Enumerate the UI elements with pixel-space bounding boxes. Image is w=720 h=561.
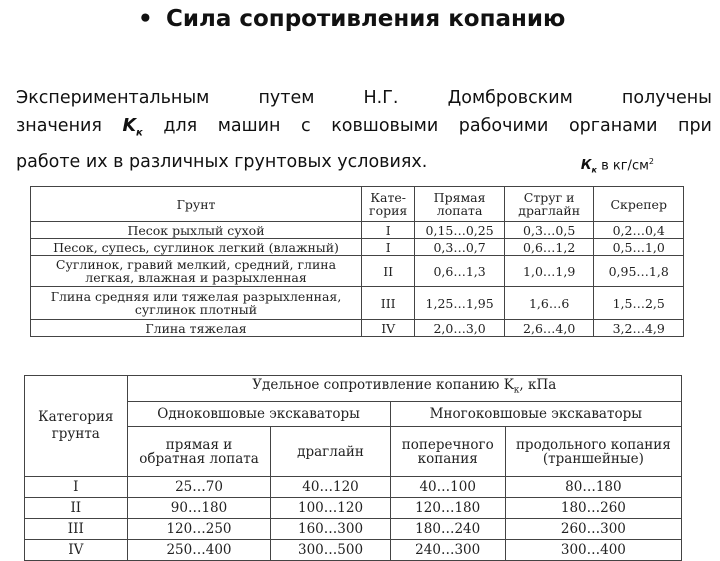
value-cell: 120…250 xyxy=(127,519,271,540)
category-cell: I xyxy=(25,477,128,498)
paragraph-word: органами xyxy=(568,116,658,136)
paragraph-word: получены xyxy=(621,88,712,108)
value-cell: 25…70 xyxy=(127,477,271,498)
table2-subheader-cell: прямая и обратная лопата xyxy=(127,427,271,477)
table2-group-multi-bucket: Многоковшовые экскаваторы xyxy=(390,401,681,427)
value-cell: 80…180 xyxy=(505,477,681,498)
table1-body xyxy=(31,222,684,337)
value-cell: 1,0…1,9 xyxy=(504,256,594,287)
paragraph-word: ковшовыми xyxy=(331,116,439,136)
category-cell: III xyxy=(25,519,128,540)
value-cell: I xyxy=(362,222,415,239)
table-row xyxy=(31,256,684,287)
paragraph-word: рабочими xyxy=(458,116,549,136)
table2-subheader-cell: продольного копания (траншейные) xyxy=(505,427,681,477)
value-cell: 180…260 xyxy=(505,498,681,519)
value-cell: II xyxy=(362,256,415,287)
paragraph-word: машин xyxy=(217,116,281,136)
category-cell: IV xyxy=(25,540,128,561)
value-cell: 260…300 xyxy=(505,519,681,540)
value-cell: 2,6…4,0 xyxy=(504,320,594,337)
table-row xyxy=(31,222,684,239)
k-subscript: к xyxy=(136,127,143,139)
soil-type-cell: Глина тяжелая xyxy=(31,320,362,337)
value-cell: 300…500 xyxy=(271,540,390,561)
paragraph-line-3-text: работе их в различных грунтовых условиях. xyxy=(16,151,428,172)
value-cell: 2,0…3,0 xyxy=(415,320,505,337)
k-coefficient-symbol xyxy=(122,112,142,148)
value-cell: 0,3…0,7 xyxy=(415,239,505,256)
table2-main-header: Удельное сопротивление копанию $K_к$, кПа xyxy=(127,376,681,402)
table-row xyxy=(31,239,684,256)
value-cell: 90…180 xyxy=(127,498,271,519)
paragraph-word: с xyxy=(301,116,311,136)
paragraph-word: Н.Г. xyxy=(363,88,399,108)
table1-header-cell: Кате- гория xyxy=(362,187,415,222)
slide-title xyxy=(138,6,565,32)
value-cell: 100…120 xyxy=(271,498,390,519)
table1-header-cell: Грунт xyxy=(31,187,362,222)
value-cell: III xyxy=(362,287,415,320)
table2-subheader-cell: драглайн xyxy=(271,427,390,477)
value-cell: 1,6…6 xyxy=(504,287,594,320)
soil-type-cell: Песок рыхлый сухой xyxy=(31,222,362,239)
paragraph-word: Домбровским xyxy=(447,88,573,108)
value-cell: 300…400 xyxy=(505,540,681,561)
value-cell: 180…240 xyxy=(390,519,505,540)
soil-type-cell: Песок, супесь, суглинок легкий (влажный) xyxy=(31,239,362,256)
table-row xyxy=(25,477,682,498)
paragraph-word: путем xyxy=(258,88,315,108)
paragraph-word: при xyxy=(678,116,712,136)
value-cell: 240…300 xyxy=(390,540,505,561)
title-text: Сила сопротивления копанию xyxy=(166,6,566,32)
table-row xyxy=(31,287,684,320)
specific-resistance-table xyxy=(24,375,682,561)
value-cell: I xyxy=(362,239,415,256)
table-row xyxy=(25,540,682,561)
value-cell: 120…180 xyxy=(390,498,505,519)
category-cell: II xyxy=(25,498,128,519)
value-cell: 0,5…1,0 xyxy=(594,239,684,256)
description-paragraph xyxy=(16,84,712,184)
k-symbol: K xyxy=(122,116,137,136)
table2-group-single-bucket: Одноковшовые экскаваторы xyxy=(127,401,390,427)
value-cell: 0,95…1,8 xyxy=(594,256,684,287)
paragraph-word: Экспериментальным xyxy=(16,88,210,108)
value-cell: IV xyxy=(362,320,415,337)
paragraph-word: значения xyxy=(16,116,102,136)
table-row xyxy=(31,320,684,337)
value-cell: 0,15…0,25 xyxy=(415,222,505,239)
value-cell: 0,3…0,5 xyxy=(504,222,594,239)
soil-type-cell: Суглинок, гравий мелкий, средний, глина легкая, влажная и разрыхленная xyxy=(31,256,362,287)
paragraph-line-3 xyxy=(16,148,712,185)
value-cell: 250…400 xyxy=(127,540,271,561)
paragraph-line-2 xyxy=(16,112,712,148)
paragraph-word: для xyxy=(163,116,198,136)
value-cell: 0,2…0,4 xyxy=(594,222,684,239)
table2-body xyxy=(25,477,682,561)
value-cell: 160…300 xyxy=(271,519,390,540)
unit-note: $К_к$ в $кг/см^2$ xyxy=(580,156,654,175)
table1-header-cell: Скрепер xyxy=(594,187,684,222)
value-cell: 1,25…1,95 xyxy=(415,287,505,320)
table-row xyxy=(25,519,682,540)
value-cell: 1,5…2,5 xyxy=(594,287,684,320)
value-cell: 0,6…1,3 xyxy=(415,256,505,287)
table-row xyxy=(25,498,682,519)
value-cell: 0,6…1,2 xyxy=(504,239,594,256)
value-cell: 3,2…4,9 xyxy=(594,320,684,337)
paragraph-line-1 xyxy=(16,84,712,112)
value-cell: 40…120 xyxy=(271,477,390,498)
soil-coefficient-table xyxy=(30,186,684,337)
soil-type-cell: Глина средняя или тяжелая разрыхленная, суглинок плотный xyxy=(31,287,362,320)
bullet-icon: • xyxy=(138,6,153,32)
value-cell: 40…100 xyxy=(390,477,505,498)
table1-header-row xyxy=(31,187,684,222)
table1-header-cell: Струг и драглайн xyxy=(504,187,594,222)
table1-header-cell: Прямая лопата xyxy=(415,187,505,222)
table2-subheader-cell: поперечного копания xyxy=(390,427,505,477)
table2-category-header: Категория грунта xyxy=(25,376,128,477)
